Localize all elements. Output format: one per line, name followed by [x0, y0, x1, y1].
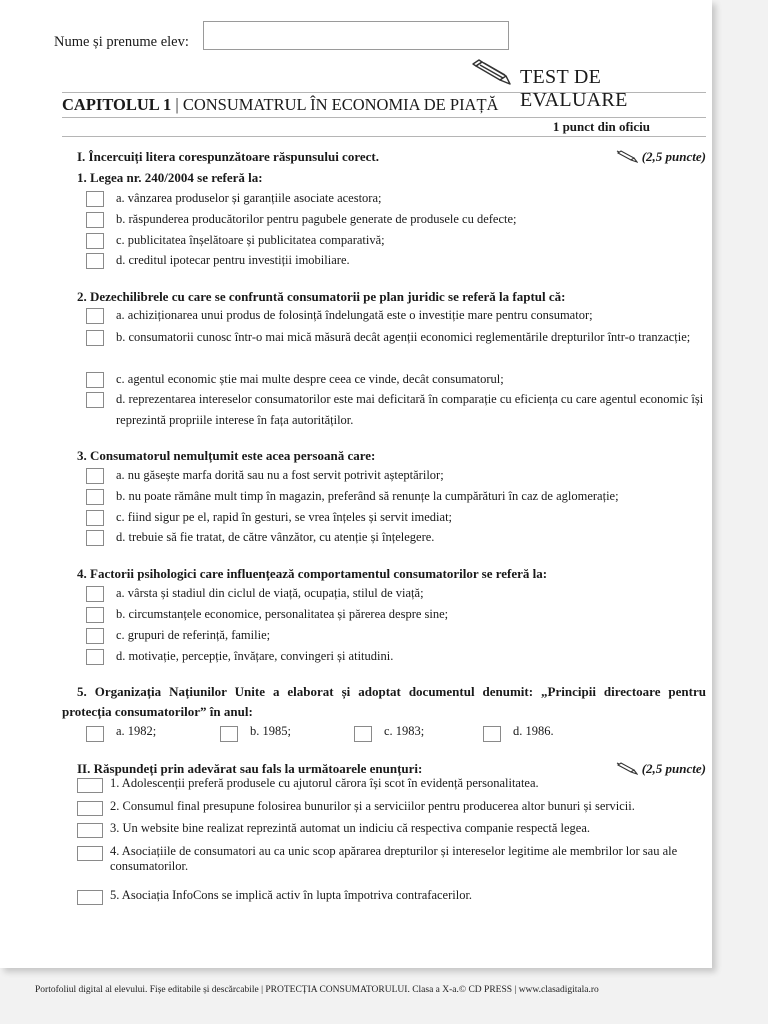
- option-label: a. vârsta și stadiul din ciclul de viață, ocupația, stilul de viață;: [116, 586, 424, 600]
- divider: [62, 117, 706, 118]
- true-false-answer-box[interactable]: [77, 801, 103, 816]
- test-title: TEST DE EVALUARE: [520, 66, 628, 111]
- statement-text: 5. Asociația InfoCons se implică activ în lupta împotriva contrafacerilor.: [110, 888, 473, 902]
- option-label: a. nu găsește marfa dorită sau nu a fost servit potrivit așteptărilor;: [116, 468, 444, 482]
- question-3: 3. Consumatorul nemulțumit este acea persoană care:: [77, 448, 376, 463]
- chapter-separator: |: [171, 95, 183, 114]
- answer-checkbox[interactable]: [86, 308, 104, 324]
- option-label: d. trebuie să fie tratat, de către vânzător, cu atenție și înțelegere.: [116, 530, 435, 544]
- option-label: b. nu poate rămâne mult timp în magazin, preferând să renunțe la cumpărături în caz de aglomerație;: [116, 489, 619, 503]
- true-false-answer-box[interactable]: [77, 823, 103, 838]
- statement-text: 2. Consumul final presupune folosirea bunurilor și a serviciilor pentru producerea altor bunuri și servicii.: [110, 799, 635, 813]
- q5-option-b[interactable]: [220, 724, 340, 742]
- divider: [62, 136, 706, 137]
- student-name-field[interactable]: [203, 21, 509, 50]
- option-label: c. fiind sigur pe el, rapid în gesturi, se vrea înțeles și servit imediat;: [116, 510, 453, 524]
- option-label: d. reprezentarea intereselor consumatorilor este mai deficitară în comparație cu eficiența cu care agentul economic își reprezintă propriile interese în fața autorităților.: [116, 392, 704, 427]
- option-label: d. 1986.: [513, 724, 554, 738]
- section-1-heading: I. Încercuiți litera corespunzătoare răspunsului corect.: [77, 149, 379, 164]
- option-label: d. creditul ipotecar pentru investiții imobiliare.: [116, 253, 350, 267]
- divider: [62, 92, 706, 93]
- option-label: c. publicitatea înșelătoare și publicitatea comparativă;: [116, 233, 385, 247]
- answer-checkbox[interactable]: [86, 586, 104, 602]
- question-5-line-1: 5. Organizația Națiunilor Unite a elaborat și adoptat documentul denumit: „Principii directoare pentru: [77, 684, 706, 699]
- statement-text: 3. Un website bine realizat reprezintă automat un indiciu că respectiva companie respectă legea.: [110, 821, 590, 835]
- answer-checkbox[interactable]: [86, 628, 104, 644]
- q5-option-c[interactable]: [354, 724, 474, 742]
- section-2-points: [616, 761, 706, 777]
- question-2: 2. Dezechilibrele cu care se confruntă consumatorii pe plan juridic se referă la faptul că:: [77, 289, 566, 304]
- page-footer: Portofoliul digital al elevului. Fișe editabile și descărcabile | PROTECȚIA CONSUMATORULUI. Clasa a X-a.© CD PRESS | www.clasadigitala.ro: [35, 985, 599, 995]
- true-false-answer-box[interactable]: [77, 778, 103, 793]
- answer-checkbox[interactable]: [86, 489, 104, 505]
- pencil-icon: [472, 58, 512, 86]
- option-label: b. 1985;: [250, 724, 291, 738]
- section-1-points: [616, 149, 706, 165]
- statement-text: 1. Adolescenții preferă produsele cu ajutorul cărora își scot în evidență personalitatea.: [110, 776, 539, 790]
- answer-checkbox[interactable]: [86, 191, 104, 207]
- answer-checkbox[interactable]: [86, 233, 104, 249]
- option-label: a. vânzarea produselor și garanțiile asociate acestora;: [116, 191, 382, 205]
- q5-option-d[interactable]: [483, 724, 603, 742]
- option-label: b. circumstanțele economice, personalitatea și părerea despre sine;: [116, 607, 449, 621]
- option-label: c. 1983;: [384, 724, 425, 738]
- chapter-heading: [62, 95, 498, 115]
- chapter-title: CONSUMATRUL ÎN ECONOMIA DE PIAȚĂ: [182, 95, 499, 114]
- true-false-answer-box[interactable]: [77, 846, 103, 861]
- answer-checkbox[interactable]: [86, 649, 104, 665]
- question-5-line-2: protecția consumatorilor” în anul:: [62, 704, 253, 719]
- oficiu-points: 1 punct din oficiu: [552, 119, 650, 134]
- pencil-icon: [616, 761, 638, 775]
- answer-checkbox[interactable]: [86, 607, 104, 623]
- true-false-answer-box[interactable]: [77, 890, 103, 905]
- answer-checkbox[interactable]: [86, 330, 104, 346]
- answer-checkbox[interactable]: [86, 253, 104, 269]
- answer-checkbox[interactable]: [86, 392, 104, 408]
- chapter-number: CAPITOLUL 1: [62, 95, 172, 114]
- answer-checkbox[interactable]: [86, 372, 104, 388]
- section-2-points-label: (2,5 puncte): [641, 761, 706, 776]
- answer-checkbox[interactable]: [354, 726, 372, 742]
- option-label: c. agentul economic știe mai multe despre ceea ce vinde, decât consumatorul;: [116, 372, 504, 386]
- option-label: d. motivație, percepție, învățare, convingeri și atitudini.: [116, 649, 394, 663]
- answer-checkbox[interactable]: [86, 510, 104, 526]
- statement-text: 4. Asociațiile de consumatori au ca unic scop apărarea drepturilor și intereselor legitime ale membrilor lor sau ale consumatorilor.: [110, 844, 678, 873]
- section-1-points-label: (2,5 puncte): [641, 149, 706, 164]
- question-1: 1. Legea nr. 240/2004 se referă la:: [77, 170, 263, 185]
- question-4: 4. Factorii psihologici care influențează comportamentul consumatorilor se referă la:: [77, 566, 548, 581]
- student-name-label: Nume și prenume elev:: [54, 34, 189, 50]
- option-label: b. consumatorii cunosc într-o mai mică măsură decât agenții economici reglementările drepturilor într-o tranzacție;: [116, 330, 691, 344]
- q5-option-a[interactable]: [86, 724, 206, 742]
- option-label: a. achiziționarea unui produs de folosință îndelungată este o investiție mare pentru consumator;: [116, 308, 593, 322]
- answer-checkbox[interactable]: [86, 530, 104, 546]
- answer-checkbox[interactable]: [86, 212, 104, 228]
- option-label: a. 1982;: [116, 724, 157, 738]
- answer-checkbox[interactable]: [86, 726, 104, 742]
- pencil-icon: [616, 149, 638, 163]
- option-label: c. grupuri de referință, familie;: [116, 628, 271, 642]
- answer-checkbox[interactable]: [86, 468, 104, 484]
- section-2-heading: II. Răspundeți prin adevărat sau fals la următoarele enunțuri:: [77, 761, 423, 776]
- answer-checkbox[interactable]: [483, 726, 501, 742]
- answer-checkbox[interactable]: [220, 726, 238, 742]
- question-5: [62, 682, 706, 722]
- option-label: b. răspunderea producătorilor pentru pagubele generate de produsele cu defecte;: [116, 212, 517, 226]
